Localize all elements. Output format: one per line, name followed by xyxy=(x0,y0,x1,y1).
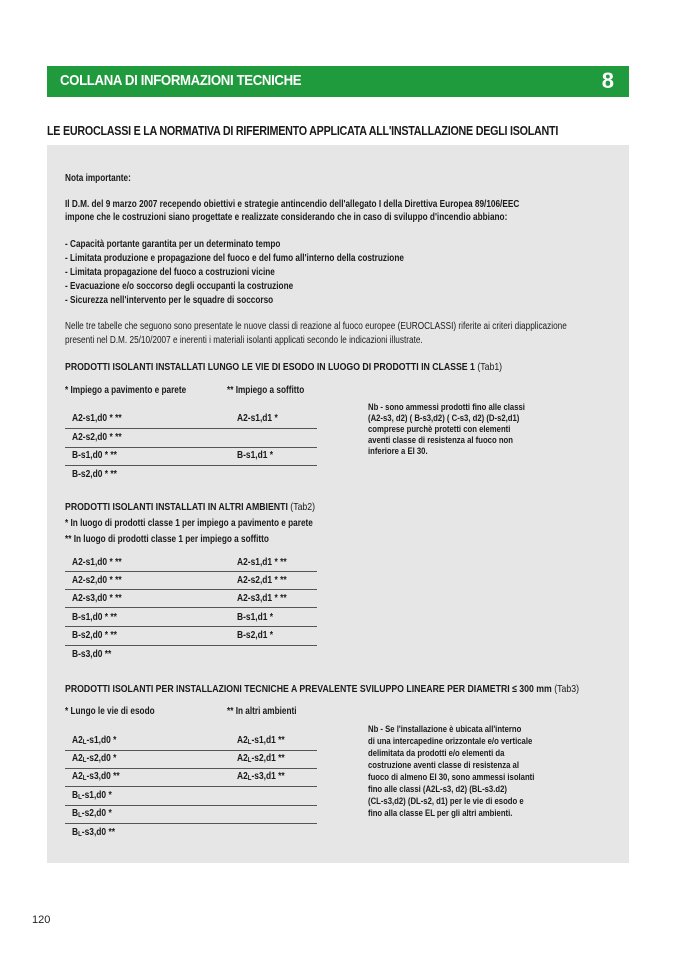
tab1-cell: A2-s1,d1 * xyxy=(237,413,278,424)
chapter-number: 8 xyxy=(601,68,614,93)
header-title: COLLANA DI INFORMAZIONI TECNICHE xyxy=(60,72,302,89)
row-divider xyxy=(65,823,317,824)
tab1-note-line: comprese purchè protetti con elementi xyxy=(368,424,511,434)
tab3-note-line: fuoco di almeno EI 30, sono ammessi isolanti xyxy=(368,772,535,782)
bullet-item: - Evacuazione e/o soccorso degli occupanti la costruzione xyxy=(65,281,294,292)
tab1-col2-header: ** Impiego a soffitto xyxy=(227,385,305,396)
tab1-note-line: Nb - sono ammessi prodotti fino alle classi xyxy=(368,402,525,412)
bullet-item: - Capacità portante garantita per un determinato tempo xyxy=(65,239,281,250)
note-label: Nota importante: xyxy=(65,173,131,184)
tables-intro-line2: presenti nel D.M. 25/10/2007 e inerenti i materiali isolanti applicati secondo le indicazioni illustrate. xyxy=(65,335,423,346)
tab3-note-line: (CL-s3,d2) (DL-s2, d1) per le vie di esodo e xyxy=(368,796,524,806)
tab3-cell: $A2_L-s3,d0$ ** xyxy=(72,771,120,782)
tab2-cell: B-s1,d1 * xyxy=(237,612,274,623)
tab2-cell: B-s2,d1 * xyxy=(237,630,274,641)
bullet-item: - Sicurezza nell'intervento per le squadre di soccorso xyxy=(65,295,274,306)
tab2-cell: A2-s1,d0 * ** xyxy=(72,557,122,568)
tab2-cell: B-s1,d0 * ** xyxy=(72,612,117,623)
tab3-cell: $A2_L-s1,d0$ * xyxy=(72,735,117,746)
tab3-cell: $A2_L-s3,d1$ ** xyxy=(237,771,285,782)
section-heading: LE EUROCLASSI E LA NORMATIVA DI RIFERIMENTO APPLICATA ALL'INSTALLAZIONE DEGLI ISOLANTI xyxy=(47,124,559,138)
tab3-note-line: di una intercapedine orizzontale e/o verticale xyxy=(368,736,533,746)
bullet-item: - Limitata propagazione del fuoco a costruzioni vicine xyxy=(65,267,275,278)
tab1-note-line: inferiore a EI 30. xyxy=(368,446,428,456)
intro-paragraph-line2: impone che le costruzioni siano progettate e realizzate considerando che in caso di sviluppo d'incendio abbiano: xyxy=(65,212,508,223)
tab3-cell: $B_L-s2,d0$ * xyxy=(72,808,112,819)
tab1-cell: B-s2,d0 * ** xyxy=(72,469,117,480)
tab3-cell: $B_L-s3,d0$ ** xyxy=(72,827,116,838)
row-divider xyxy=(65,626,317,627)
tab3-col1-header: * Lungo le vie di esodo xyxy=(65,706,155,717)
row-divider xyxy=(65,786,317,787)
tab3-cell: $A2_L-s2,d1$ ** xyxy=(237,753,285,764)
tab3-note-line: delimitata da prodotti e/o elementi da xyxy=(368,748,505,758)
tab3-note-line: fino alla classe EL per gli altri ambienti. xyxy=(368,808,513,818)
row-divider xyxy=(65,465,317,466)
tab1-cell: B-s1,d1 * xyxy=(237,450,274,461)
tab3-note-line: fino alle classi (A2L-s3, d2) (BL-s3.d2) xyxy=(368,784,507,794)
tab2-subtitle2: ** In luogo di prodotti classe 1 per impiego a soffitto xyxy=(65,534,269,545)
tab3-cell: $A2_L-s1,d1$ ** xyxy=(237,735,285,746)
tables-intro-line1: Nelle tre tabelle che seguono sono presentate le nuove classi di reazione al fuoco europee (EUROCLASSI) riferite ai criteri diapplicazione xyxy=(65,321,567,332)
row-divider xyxy=(65,768,317,769)
tab2-cell: A2-s2,d0 * ** xyxy=(72,575,122,586)
page-number: 120 xyxy=(32,914,51,926)
tab3-col2-header: ** In altri ambienti xyxy=(227,706,297,717)
tab3-cell: $B_L-s1,d0$ * xyxy=(72,790,112,801)
row-divider xyxy=(65,607,317,608)
tab1-cell: B-s1,d0 * ** xyxy=(72,450,117,461)
row-divider xyxy=(65,571,317,572)
tab2-cell: B-s2,d0 * ** xyxy=(72,630,117,641)
intro-paragraph-line1: Il D.M. del 9 marzo 2007 recependo obiettivi e strategie antincendio dell'allegato I della Direttiva Europea 89/106/EEC xyxy=(65,199,520,210)
tab2-cell: A2-s3,d1 * ** xyxy=(237,593,287,604)
tab2-title: PRODOTTI ISOLANTI INSTALLATI IN ALTRI AMBIENTI (Tab2) xyxy=(65,502,316,513)
content-panel xyxy=(47,145,629,863)
tab1-cell: A2-s2,d0 * ** xyxy=(72,432,122,443)
tab2-cell: A2-s1,d1 * ** xyxy=(237,557,287,568)
tab3-cell: $A2_L-s2,d0$ * xyxy=(72,753,117,764)
tab2-cell: A2-s3,d0 * ** xyxy=(72,593,122,604)
row-divider xyxy=(65,447,317,448)
row-divider xyxy=(65,645,317,646)
tab3-title: PRODOTTI ISOLANTI PER INSTALLAZIONI TECNICHE A PREVALENTE SVILUPPO LINEARE PER DIAMETRI ≤ 300 mm (Tab3) xyxy=(65,684,579,695)
header-band xyxy=(47,66,629,97)
tab1-cell: A2-s1,d0 * ** xyxy=(72,413,122,424)
row-divider xyxy=(65,805,317,806)
row-divider xyxy=(65,428,317,429)
tab2-subtitle1: * In luogo di prodotti classe 1 per impiego a pavimento e parete xyxy=(65,518,313,529)
tab2-cell: A2-s2,d1 * ** xyxy=(237,575,287,586)
tab3-note-line: costruzione aventi classe di resistenza al xyxy=(368,760,519,770)
tab1-title: PRODOTTI ISOLANTI INSTALLATI LUNGO LE VIE DI ESODO IN LUOGO DI PRODOTTI IN CLASSE 1 (Tab1) xyxy=(65,362,503,373)
row-divider xyxy=(65,589,317,590)
row-divider xyxy=(65,750,317,751)
tab1-note-line: aventi classe di resistenza al fuoco non xyxy=(368,435,513,445)
tab2-cell: B-s3,d0 ** xyxy=(72,649,112,660)
tab1-col1-header: * Impiego a pavimento e parete xyxy=(65,385,187,396)
tab3-note-line: Nb - Se l'installazione è ubicata all'interno xyxy=(368,724,522,734)
tab1-note-line: (A2-s3, d2) ( B-s3,d2) ( C-s3, d2) (D-s2,d1) xyxy=(368,413,520,423)
bullet-item: - Limitata produzione e propagazione del fuoco e del fumo all'interno della costruzione xyxy=(65,253,404,264)
